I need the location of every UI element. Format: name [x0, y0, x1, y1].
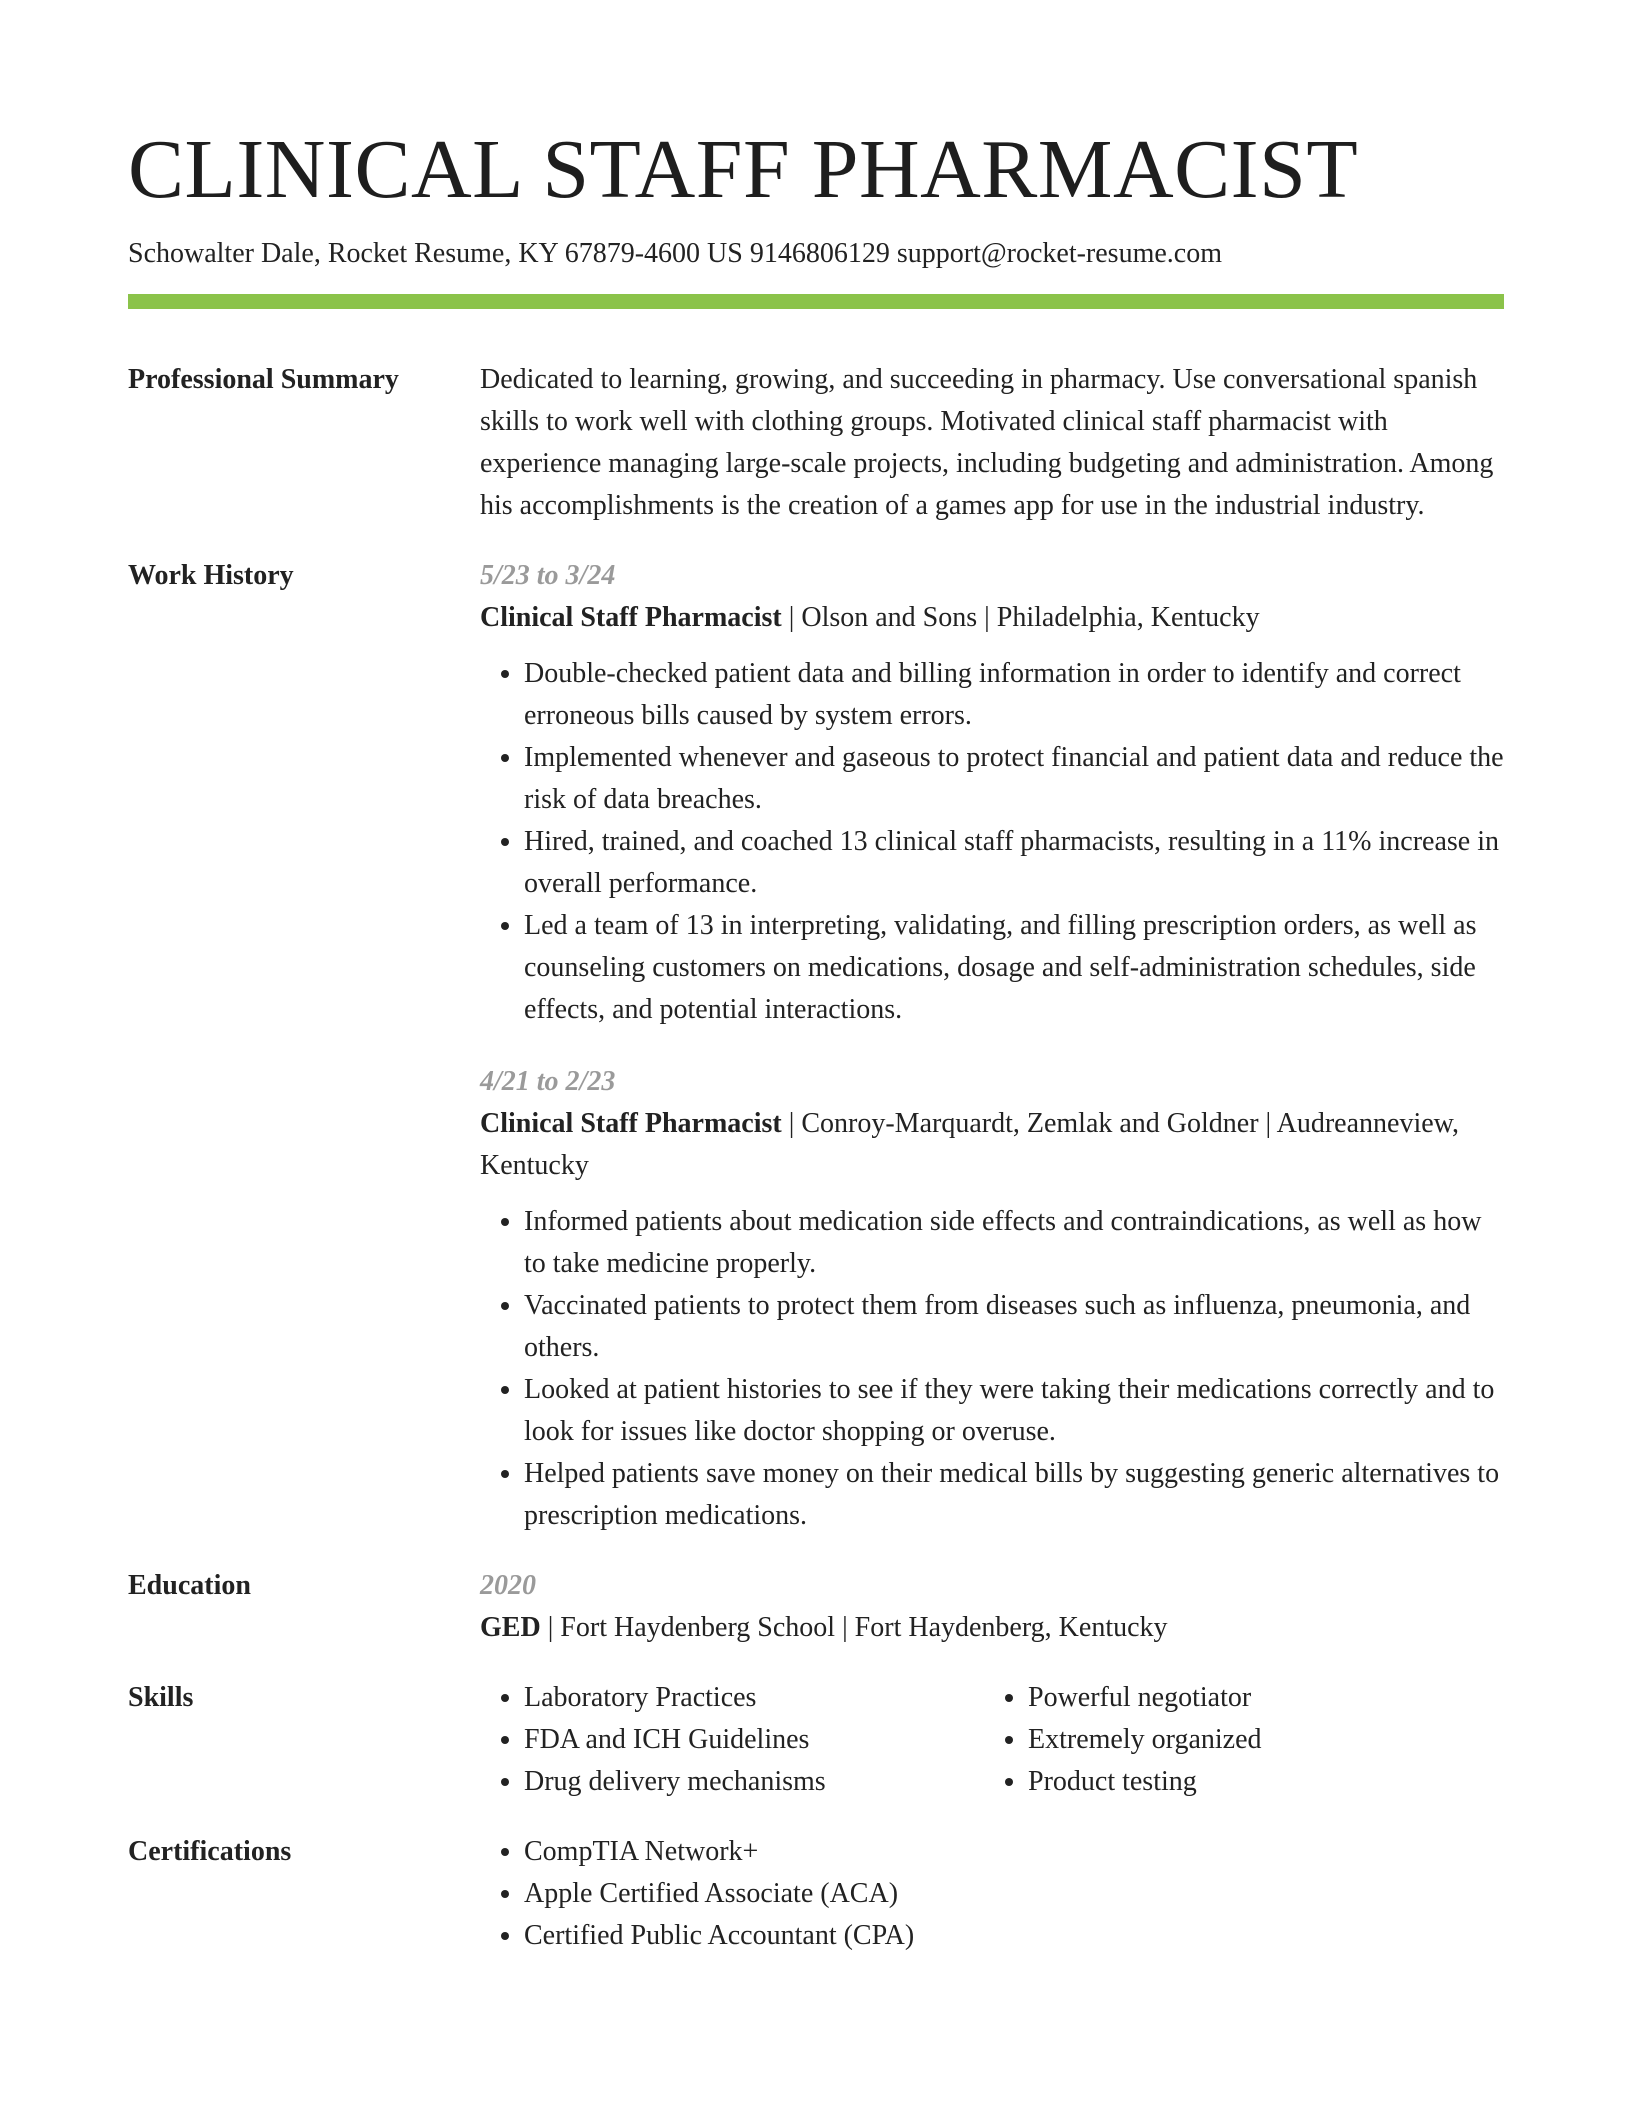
- skill-item: • Powerful negotiator: [1028, 1677, 1488, 1719]
- job-title: Clinical Staff Pharmacist: [480, 602, 782, 633]
- job-bullet: • Led a team of 13 in interpreting, validating, and filling prescription orders, as well as counseling customers on medications, dosage and self-administration schedules, side effects, and potential interactions.: [524, 905, 1504, 1031]
- job-bullet: • Hired, trained, and coached 13 clinical staff pharmacists, resulting in a 11% increase in overall performance.: [524, 821, 1504, 905]
- job-heading: [480, 597, 1504, 639]
- job-bullet: • Helped patients save money on their medical bills by suggesting generic alternatives to prescription medications.: [524, 1453, 1504, 1537]
- skill-item: • Laboratory Practices: [524, 1677, 984, 1719]
- work-history-section: [128, 555, 1504, 1537]
- job-bullet: • Implemented whenever and gaseous to protect financial and patient data and reduce the risk of data breaches.: [524, 737, 1504, 821]
- certification-item: • Certified Public Accountant (CPA): [524, 1915, 1504, 1957]
- education-details: | Fort Haydenberg School | Fort Haydenberg, Kentucky: [540, 1612, 1168, 1643]
- job-bullet: • Looked at patient histories to see if they were taking their medications correctly and to look for issues like doctor shopping or overuse.: [524, 1369, 1504, 1453]
- education-degree: GED: [480, 1612, 541, 1643]
- skill-item: • Drug delivery mechanisms: [524, 1761, 984, 1803]
- skills-grid: [480, 1677, 1504, 1803]
- certifications-list: [480, 1831, 1504, 1957]
- summary-label: Professional Summary: [128, 364, 399, 395]
- certifications-label: Certifications: [128, 1836, 292, 1867]
- certification-item: • Apple Certified Associate (ACA): [524, 1873, 1504, 1915]
- job-bullets: [480, 653, 1504, 1031]
- skill-item: • FDA and ICH Guidelines: [524, 1719, 984, 1761]
- skills-section: [128, 1677, 1504, 1803]
- job-bullets: [480, 1201, 1504, 1537]
- job-bullet: • Double-checked patient data and billing information in order to identify and correct erroneous bills caused by system errors.: [524, 653, 1504, 737]
- job-title: Clinical Staff Pharmacist: [480, 1108, 782, 1139]
- education-heading: [480, 1607, 1504, 1649]
- accent-divider: [128, 294, 1504, 309]
- skill-item: • Product testing: [1028, 1761, 1488, 1803]
- certifications-section: [128, 1831, 1504, 1957]
- education-label: Education: [128, 1570, 251, 1601]
- resume-page: [128, 118, 1504, 1985]
- job-bullet: • Vaccinated patients to protect them from diseases such as influenza, pneumonia, and others.: [524, 1285, 1504, 1369]
- certification-item: • CompTIA Network+: [524, 1831, 1504, 1873]
- education-date: 2020: [480, 1570, 536, 1601]
- resume-title: CLINICAL STAFF PHARMACIST: [128, 123, 1359, 216]
- skills-column: [984, 1677, 1488, 1803]
- job-details: | Olson and Sons | Philadelphia, Kentucky: [781, 602, 1260, 633]
- job-entry: [480, 1061, 1504, 1537]
- contact-line: Schowalter Dale, Rocket Resume, KY 67879-4600 US 9146806129 support@rocket-resume.com: [128, 238, 1222, 269]
- job-date: 4/21 to 2/23: [480, 1066, 616, 1097]
- job-details: | Conroy-Marquardt, Zemlak and Goldner | Audreanneview, Kentucky: [480, 1108, 1460, 1181]
- job-bullet: • Informed patients about medication side effects and contraindications, as well as how to take medicine properly.: [524, 1201, 1504, 1285]
- job-heading: [480, 1103, 1504, 1187]
- job-date: 5/23 to 3/24: [480, 560, 616, 591]
- skill-item: • Extremely organized: [1028, 1719, 1488, 1761]
- education-section: [128, 1565, 1504, 1649]
- summary-text: Dedicated to learning, growing, and succeeding in pharmacy. Use conversational spanish skills to work well with clothing groups. Motivated clinical staff pharmacist with experience managing large-scale projects, including budgeting and administration. Among his accomplishments is the creation of a games app for use in the industrial industry.: [480, 364, 1494, 521]
- skills-column: [480, 1677, 984, 1803]
- skills-label: Skills: [128, 1682, 194, 1713]
- work-history-label: Work History: [128, 560, 294, 591]
- job-entry: [480, 555, 1504, 1031]
- summary-section: [128, 359, 1504, 527]
